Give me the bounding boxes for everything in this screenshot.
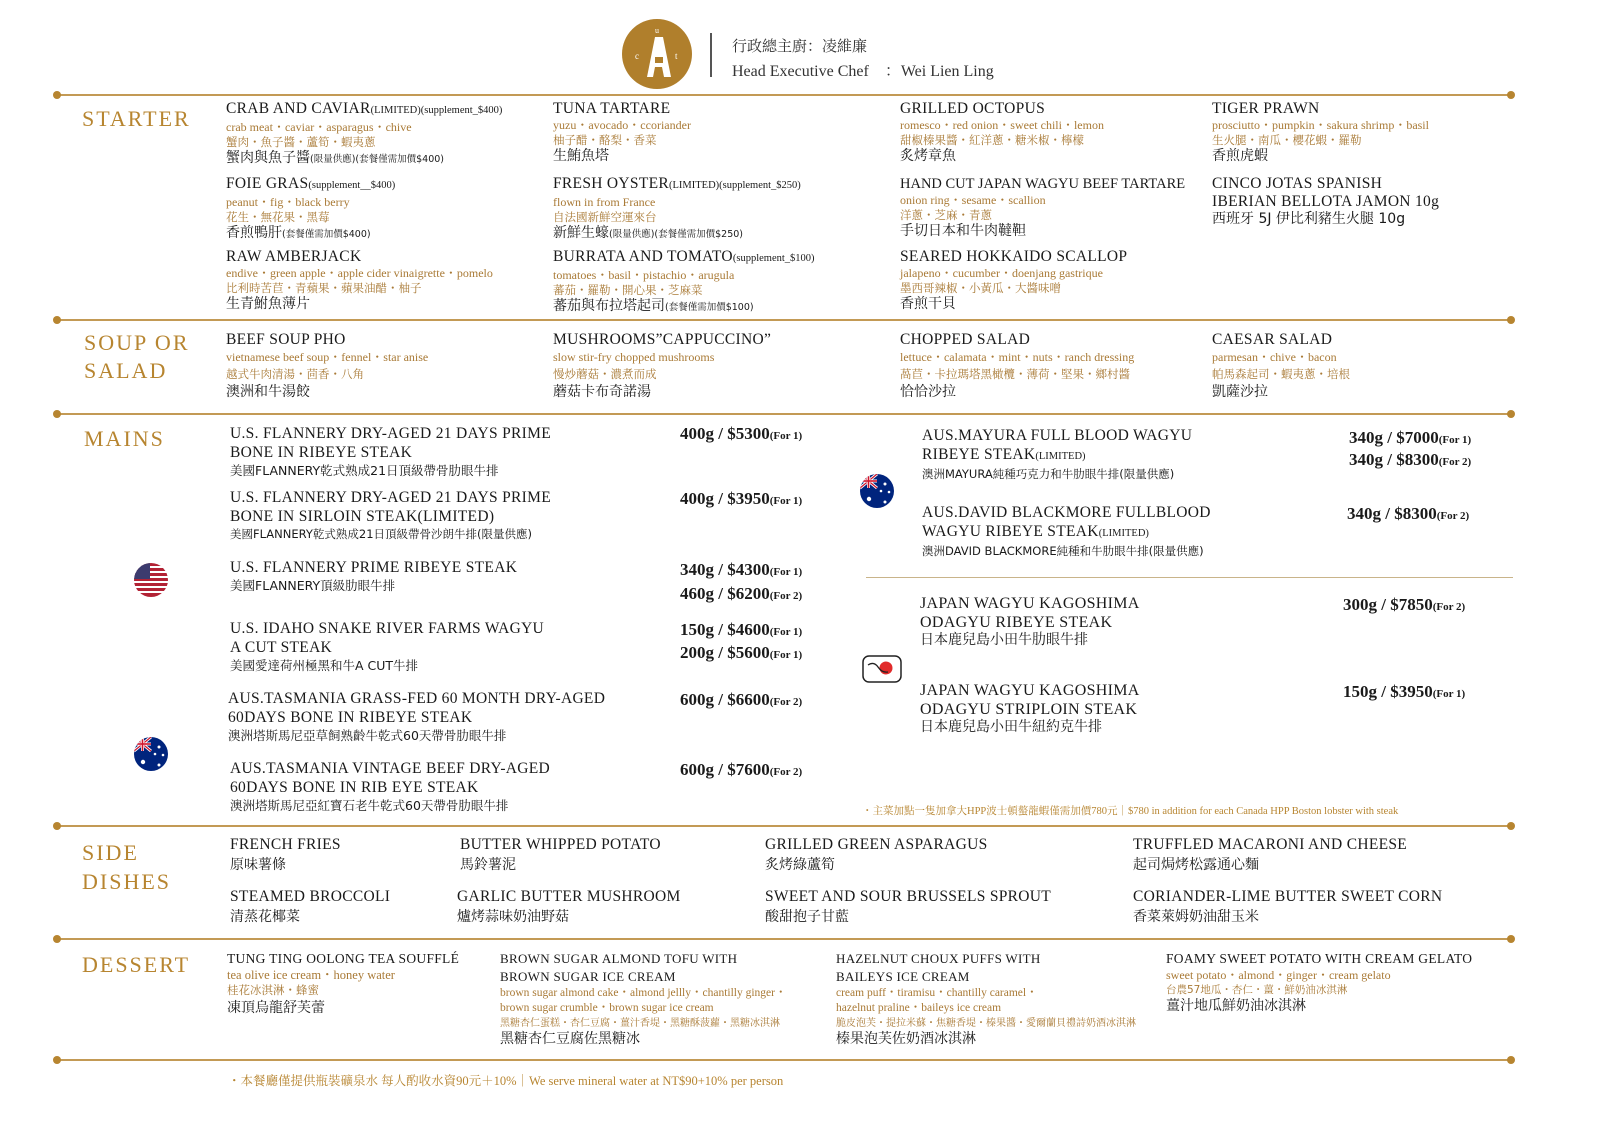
price-value: 300g / $7850 bbox=[1343, 595, 1433, 614]
side-item bbox=[457, 888, 681, 926]
svg-text:u: u bbox=[655, 26, 659, 35]
dish-name-zh: 生青鮒魚薄片 bbox=[226, 296, 310, 312]
australia-flag-icon bbox=[134, 737, 168, 771]
side-item bbox=[460, 836, 661, 874]
soup-item bbox=[900, 331, 1205, 401]
dish-name: GRILLED OCTOPUS bbox=[900, 100, 1046, 117]
side-item bbox=[765, 888, 1051, 926]
ingredients-zh: 蕃茄・羅勒・開心果・芝麻菜 bbox=[553, 283, 703, 297]
divider-5 bbox=[57, 938, 1511, 940]
dish-note: (LIMITED) bbox=[1098, 528, 1149, 539]
starter-item bbox=[226, 100, 546, 168]
side-item bbox=[1133, 836, 1407, 874]
starter-item bbox=[226, 248, 546, 313]
dish-note-zh: (套餐僅需加價$100) bbox=[665, 302, 754, 313]
price-tag bbox=[680, 688, 802, 714]
dish-name-zh: 新鮮生蠔 bbox=[553, 225, 609, 241]
dish-name: BURRATA AND TOMATO bbox=[553, 248, 733, 265]
dish-name-zh: 西班牙 5J 伊比利豬生火腿 10g bbox=[1212, 211, 1406, 227]
dish-note-zh: (限量供應)(套餐僅需加價$250) bbox=[609, 229, 744, 240]
divider-6 bbox=[57, 1059, 1511, 1061]
portion-note: (For 2) bbox=[1436, 510, 1470, 522]
dish-name: RAW AMBERJACK bbox=[226, 248, 362, 265]
dish-name-line2: A CUT STEAK bbox=[230, 639, 333, 656]
dish-name: BUTTER WHIPPED POTATO bbox=[460, 836, 661, 853]
ingredients-zh: 柚子醋・酪梨・香菜 bbox=[553, 133, 657, 147]
ingredients: tomatoes・basil・pistachio・arugula bbox=[553, 268, 735, 282]
ingredients-line2: hazelnut praline・baileys ice cream bbox=[836, 1002, 1002, 1014]
dish-name: FRESH OYSTER bbox=[553, 175, 669, 192]
dish-name: TRUFFLED MACARONI AND CHEESE bbox=[1133, 836, 1408, 853]
main-item bbox=[920, 594, 1340, 649]
portion-note: (For 2) bbox=[769, 766, 803, 778]
main-item bbox=[230, 759, 670, 814]
starter-item bbox=[900, 100, 1200, 165]
ingredients: slow stir-fry chopped mushrooms bbox=[553, 350, 715, 364]
ingredients-zh: 黑糖杏仁蛋糕・杏仁豆腐・薑汁香堤・黑糖酥菠蘿・黑糖冰淇淋 bbox=[500, 1018, 780, 1029]
dish-name-zh: 香菜萊姆奶油甜玉米 bbox=[1133, 909, 1259, 925]
ingredients: endive・green apple・apple cider vinaigrette・pomelo bbox=[226, 266, 493, 280]
dish-name: FOAMY SWEET POTATO WITH CREAM GELATO bbox=[1166, 951, 1473, 966]
ingredients: crab meat・caviar・asparagus・chive bbox=[226, 120, 412, 134]
dish-name: TIGER PRAWN bbox=[1212, 100, 1320, 117]
ingredients: peanut・fig・black berry bbox=[226, 195, 350, 209]
dish-name: AUS.TASMANIA GRASS-FED 60 MONTH DRY-AGED bbox=[228, 690, 606, 707]
dish-name: U.S. FLANNERY DRY-AGED 21 DAYS PRIME bbox=[230, 425, 551, 442]
price-tag bbox=[680, 487, 802, 513]
dish-name-zh: 美國FLANNERY頂級肋眼牛排 bbox=[230, 578, 396, 593]
dish-name: CORIANDER-LIME BUTTER SWEET CORN bbox=[1133, 888, 1443, 905]
dish-name: MUSHROOMS”CAPPUCCINO” bbox=[553, 331, 772, 348]
dish-name: TUNG TING OOLONG TEA SOUFFLÉ bbox=[227, 951, 460, 966]
main-item bbox=[230, 424, 670, 479]
dish-name: AUS.TASMANIA VINTAGE BEEF DRY-AGED bbox=[230, 760, 551, 777]
dish-note-zh: (套餐僅需加價$400) bbox=[282, 229, 371, 240]
dish-name-zh: 生鮪魚塔 bbox=[553, 148, 609, 164]
dish-name: HAZELNUT CHOUX PUFFS WITH bbox=[836, 951, 1041, 966]
australia-flag-icon bbox=[860, 474, 894, 508]
dish-name: BROWN SUGAR ALMOND TOFU WITH bbox=[500, 951, 738, 966]
dish-name-zh: 炙烤綠蘆筍 bbox=[765, 857, 835, 873]
dish-name: U.S. IDAHO SNAKE RIVER FARMS WAGYU bbox=[230, 620, 545, 637]
dish-name: JAPAN WAGYU KAGOSHIMA bbox=[920, 595, 1140, 612]
dish-note: (LIMITED)(supplement_$250) bbox=[669, 180, 801, 191]
dish-name-zh: 原味薯條 bbox=[230, 857, 286, 873]
dessert-item bbox=[836, 950, 1161, 1048]
dish-name-line2: RIBEYE STEAK bbox=[922, 446, 1036, 463]
dish-name-zh: 蟹肉與魚子醬 bbox=[226, 150, 310, 166]
dish-note: (LIMITED)(supplement_$400) bbox=[370, 105, 503, 116]
starter-item bbox=[553, 175, 893, 243]
dish-name-zh: 美國FLANNERY乾式熟成21日頂級帶骨沙朗牛排(限量供應) bbox=[230, 527, 533, 541]
dish-name-zh: 日本鹿兒島小田牛肋眼牛排 bbox=[920, 632, 1088, 648]
ingredients-zh: 越式牛肉清湯・茴香・八角 bbox=[226, 367, 364, 381]
dish-name: AUS.DAVID BLACKMORE FULLBLOOD bbox=[922, 504, 1211, 521]
starter-item bbox=[553, 248, 893, 316]
ingredients-zh: 脆皮泡芙・提拉米蘇・焦糖香堤・榛果醬・愛爾蘭貝禮詩奶酒冰淇淋 bbox=[836, 1018, 1136, 1029]
price-value: 200g / $5600 bbox=[680, 643, 770, 662]
price-value: 400g / $3950 bbox=[680, 489, 770, 508]
portion-note: (For 1) bbox=[769, 495, 803, 507]
price-tag bbox=[680, 422, 802, 448]
dish-name-zh: 恰恰沙拉 bbox=[900, 384, 956, 400]
soup-item bbox=[226, 331, 546, 401]
section-soup-line1: SOUP OR bbox=[84, 330, 190, 355]
price-tag bbox=[680, 582, 802, 608]
price-tag bbox=[1349, 448, 1471, 474]
portion-note: (For 1) bbox=[1438, 434, 1472, 446]
ingredients: brown sugar almond cake・almond jellly・chantilly ginger・ bbox=[500, 987, 787, 999]
ingredients-zh: 萵苣・卡拉瑪塔黑橄欖・薄荷・堅果・鄉村醬 bbox=[900, 367, 1130, 381]
svg-text:c: c bbox=[635, 51, 639, 61]
dish-name-zh: 澳洲MAYURA純種巧克力和牛肋眼牛排(限量供應) bbox=[922, 467, 1175, 481]
side-item bbox=[230, 888, 390, 926]
dish-name: SWEET AND SOUR BRUSSELS SPROUT bbox=[765, 888, 1052, 905]
price-value: 600g / $7600 bbox=[680, 760, 770, 779]
dish-name-zh: 凱薩沙拉 bbox=[1212, 384, 1268, 400]
ingredients: flown in from France bbox=[553, 195, 656, 209]
ingredients: prosciutto・pumpkin・sakura shrimp・basil bbox=[1212, 118, 1429, 132]
dish-note: (supplement__$400) bbox=[308, 180, 396, 191]
portion-note: (For 1) bbox=[769, 649, 803, 661]
dish-name-line2: BAILEYS ICE CREAM bbox=[836, 969, 970, 984]
section-soup-line2: SALAD bbox=[84, 358, 168, 383]
main-item bbox=[228, 689, 673, 744]
dish-name: HAND CUT JAPAN WAGYU BEEF TARTARE bbox=[900, 176, 1186, 192]
ingredients: lettuce・calamata・mint・nuts・ranch dressing bbox=[900, 350, 1135, 364]
soup-item bbox=[553, 331, 873, 401]
ingredients: tea olive ice cream・honey water bbox=[227, 968, 395, 982]
ingredients-zh: 蟹肉・魚子醬・蘆筍・蝦夷蔥 bbox=[226, 135, 376, 149]
dish-name-zh: 澳洲DAVID BLACKMORE純種和牛肋眼牛排(限量供應) bbox=[922, 544, 1204, 558]
logo-a-icon bbox=[622, 19, 692, 89]
side-item bbox=[765, 836, 988, 874]
dish-name-line2: BONE IN RIBEYE STEAK bbox=[230, 444, 413, 461]
dish-name-zh: 蕃茄與布拉塔起司 bbox=[553, 298, 665, 314]
price-value: 150g / $3950 bbox=[1343, 682, 1433, 701]
main-item bbox=[230, 558, 670, 594]
japan-map-icon bbox=[862, 655, 902, 683]
ingredients-zh: 生火腿・南瓜・櫻花蝦・羅勒 bbox=[1212, 133, 1362, 147]
starter-item bbox=[226, 175, 546, 243]
chef-title-zh: 行政總主廚：凌維廉 bbox=[732, 37, 868, 55]
header-divider bbox=[710, 33, 712, 77]
ingredients-zh: 自法國新鮮空運來台 bbox=[553, 210, 657, 224]
dish-name-zh: 酸甜抱子甘藍 bbox=[765, 909, 849, 925]
section-side-line1: SIDE bbox=[82, 840, 139, 865]
soup-item bbox=[1212, 331, 1512, 401]
price-tag bbox=[680, 758, 802, 784]
section-mains: MAINS bbox=[84, 426, 165, 451]
water-charge-note: ・本餐廳僅提供瓶裝礦泉水 每人酌收水資90元＋10%｜We serve mineral water at NT$90+10% per person bbox=[228, 1074, 784, 1088]
dish-name: GRILLED GREEN ASPARAGUS bbox=[765, 836, 988, 853]
portion-note: (For 1) bbox=[769, 626, 803, 638]
dish-name: AUS.MAYURA FULL BLOOD WAGYU bbox=[922, 427, 1193, 444]
dish-name-zh: 美國FLANNERY乾式熟成21日頂級帶骨肋眼牛排 bbox=[230, 463, 499, 478]
portion-note: (For 1) bbox=[769, 566, 803, 578]
dish-name: U.S. FLANNERY DRY-AGED 21 DAYS PRIME bbox=[230, 489, 551, 506]
dish-name-zh: 黑糖杏仁豆腐佐黑糖冰 bbox=[500, 1031, 640, 1047]
ingredients-zh: 甜椒榛果醬・紅洋蔥・糖米椒・檸檬 bbox=[900, 133, 1084, 147]
dish-name-zh: 澳洲塔斯馬尼亞紅寶石老牛乾式60天帶骨肋眼牛排 bbox=[230, 798, 509, 813]
price-tag bbox=[1347, 502, 1469, 528]
dish-name-zh: 凍頂烏龍舒芙蕾 bbox=[227, 1000, 325, 1016]
price-value: 340g / $8300 bbox=[1347, 504, 1437, 523]
portion-note: (For 1) bbox=[1432, 688, 1466, 700]
dish-name-zh: 澳洲塔斯馬尼亞草飼熟齡牛乾式60天帶骨肋眼牛排 bbox=[228, 728, 507, 743]
divider-2 bbox=[57, 319, 1511, 321]
ingredients: cream puff・tiramisu・chantilly caramel・ bbox=[836, 987, 1038, 999]
price-value: 340g / $7000 bbox=[1349, 428, 1439, 447]
dish-name-zh: 香煎鴨肝 bbox=[226, 225, 282, 241]
dish-name: FOIE GRAS bbox=[226, 175, 309, 192]
dish-name: CHOPPED SALAD bbox=[900, 331, 1031, 348]
dish-name-line2: ODAGYU STRIPLOIN STEAK bbox=[920, 701, 1138, 718]
dish-name-zh: 香煎干貝 bbox=[900, 296, 956, 312]
main-item bbox=[230, 619, 670, 674]
ingredients-zh: 帕馬森起司・蝦夷蔥・培根 bbox=[1212, 367, 1350, 381]
main-item bbox=[922, 503, 1342, 560]
price-value: 600g / $6600 bbox=[680, 690, 770, 709]
ingredients: romesco・red onion・sweet chili・lemon bbox=[900, 118, 1104, 132]
dish-name: JAPAN WAGYU KAGOSHIMA bbox=[920, 682, 1140, 699]
dish-name-line2: IBERIAN BELLOTA JAMON 10g bbox=[1212, 193, 1440, 210]
ingredients-zh: 桂花冰淇淋・蜂蜜 bbox=[227, 983, 319, 997]
ingredients: onion ring・sesame・scallion bbox=[900, 193, 1046, 207]
dish-name-zh: 蘑菇卡布奇諾湯 bbox=[553, 384, 651, 400]
ingredients: vietnamese beef soup・fennel・star anise bbox=[226, 350, 429, 364]
price-tag bbox=[680, 558, 802, 584]
dish-name-zh: 清蒸花椰菜 bbox=[230, 909, 300, 925]
divider-1 bbox=[57, 94, 1511, 96]
price-tag bbox=[1343, 680, 1465, 706]
dish-name-zh: 薑汁地瓜鮮奶油冰淇淋 bbox=[1166, 998, 1306, 1014]
dish-name-zh: 馬鈴薯泥 bbox=[460, 857, 516, 873]
starter-item bbox=[900, 175, 1205, 240]
mains-inner-divider bbox=[866, 577, 1513, 578]
section-side-line2: DISHES bbox=[82, 869, 172, 894]
main-item bbox=[230, 488, 670, 543]
dish-name-zh: 起司焗烤松露通心麵 bbox=[1133, 857, 1259, 873]
dessert-item bbox=[1166, 950, 1516, 1015]
price-value: 400g / $5300 bbox=[680, 424, 770, 443]
dish-name: TUNA TARTARE bbox=[553, 100, 671, 117]
ingredients: parmesan・chive・bacon bbox=[1212, 350, 1337, 364]
dish-note-zh: (限量供應)(套餐僅需加價$400) bbox=[310, 154, 445, 165]
starter-item bbox=[1212, 100, 1512, 165]
dish-name: STEAMED BROCCOLI bbox=[230, 888, 391, 905]
price-value: 460g / $6200 bbox=[680, 584, 770, 603]
main-item bbox=[922, 426, 1342, 483]
price-value: 150g / $4600 bbox=[680, 620, 770, 639]
price-value: 340g / $4300 bbox=[680, 560, 770, 579]
portion-note: (For 2) bbox=[1438, 456, 1472, 468]
dish-name: SEARED HOKKAIDO SCALLOP bbox=[900, 248, 1128, 265]
us-flag-icon bbox=[134, 563, 168, 597]
starter-item bbox=[553, 100, 873, 165]
divider-3 bbox=[57, 413, 1511, 415]
starter-item bbox=[900, 248, 1200, 313]
ingredients-line2: brown sugar crumble・brown sugar ice cream bbox=[500, 1002, 714, 1014]
dish-name: CAESAR SALAD bbox=[1212, 331, 1333, 348]
dish-name: CINCO JOTAS SPANISH bbox=[1212, 175, 1383, 192]
main-item bbox=[920, 681, 1340, 736]
ingredients-zh: 花生・無花果・黑莓 bbox=[226, 210, 330, 224]
dish-name-zh: 澳洲和牛湯餃 bbox=[226, 384, 310, 400]
ingredients: sweet potato・almond・ginger・cream gelato bbox=[1166, 968, 1391, 982]
portion-note: (For 1) bbox=[769, 430, 803, 442]
dish-name: BEEF SOUP PHO bbox=[226, 331, 346, 348]
dish-note: (supplement_$100) bbox=[732, 253, 815, 264]
dish-name-zh: 榛果泡芙佐奶酒冰淇淋 bbox=[836, 1031, 976, 1047]
dish-name-zh: 炙烤章魚 bbox=[900, 148, 956, 164]
dish-name-line2: 60DAYS BONE IN RIB EYE STEAK bbox=[230, 779, 479, 796]
restaurant-logo bbox=[622, 19, 692, 89]
ingredients-zh: 台農57地瓜・杏仁・薑・鮮奶油冰淇淋 bbox=[1166, 984, 1348, 996]
price-tag bbox=[680, 641, 802, 667]
price-tag bbox=[1343, 593, 1465, 619]
side-item bbox=[1133, 888, 1442, 926]
ingredients: jalapeno・cucumber・doenjang gastrique bbox=[900, 266, 1103, 280]
ingredients: yuzu・avocado・ccoriander bbox=[553, 118, 691, 132]
dish-name-zh: 美國愛達荷州極黑和牛A CUT牛排 bbox=[230, 658, 419, 673]
dish-note: (LIMITED) bbox=[1035, 451, 1086, 462]
dish-name: FRENCH FRIES bbox=[230, 836, 341, 853]
ingredients-zh: 洋蔥・芝麻・青蔥 bbox=[900, 208, 992, 222]
portion-note: (For 2) bbox=[769, 696, 803, 708]
dish-name-line2: ODAGYU RIBEYE STEAK bbox=[920, 614, 1113, 631]
side-item bbox=[230, 836, 341, 874]
lobster-note: ・主菜加點一隻加拿大HPP波士頓螯龍蝦僅需加價780元｜$780 in addition for each Canada HPP Boston lobster with steak bbox=[862, 806, 1399, 817]
dish-name-zh: 日本鹿兒島小田牛紐約克牛排 bbox=[920, 719, 1102, 735]
dessert-item bbox=[227, 950, 492, 1017]
price-value: 340g / $8300 bbox=[1349, 450, 1439, 469]
chef-title-en: Head Executive Chef ：Wei Lien Ling bbox=[732, 63, 994, 80]
dish-name-line2: WAGYU RIBEYE STEAK bbox=[922, 523, 1099, 540]
dish-name: CRAB AND CAVIAR bbox=[226, 100, 371, 117]
portion-note: (For 2) bbox=[1432, 601, 1466, 613]
dish-name-zh: 手切日本和牛肉韃靼 bbox=[900, 223, 1026, 239]
dish-name: U.S. FLANNERY PRIME RIBEYE STEAK bbox=[230, 559, 518, 576]
starter-item bbox=[1212, 175, 1512, 228]
section-starter: STARTER bbox=[82, 106, 191, 131]
dish-name-line2: BONE IN SIRLOIN STEAK(LIMITED) bbox=[230, 508, 495, 525]
dessert-item bbox=[500, 950, 830, 1048]
divider-4 bbox=[57, 825, 1511, 827]
ingredients-zh: 慢炒蘑菇・濃煮而成 bbox=[553, 367, 657, 381]
portion-note: (For 2) bbox=[769, 590, 803, 602]
dish-name-line2: BROWN SUGAR ICE CREAM bbox=[500, 969, 676, 984]
ingredients-zh: 比利時苦苣・青蘋果・蘋果油醋・柚子 bbox=[226, 281, 422, 295]
section-dessert: DESSERT bbox=[82, 952, 191, 977]
dish-name: GARLIC BUTTER MUSHROOM bbox=[457, 888, 681, 905]
dish-name-zh: 香煎虎蝦 bbox=[1212, 148, 1268, 164]
svg-text:t: t bbox=[675, 51, 678, 61]
ingredients-zh: 墨西哥辣椒・小黃瓜・大醬味噌 bbox=[900, 281, 1061, 295]
dish-name-line2: 60DAYS BONE IN RIBEYE STEAK bbox=[228, 709, 473, 726]
dish-name-zh: 爐烤蒜味奶油野菇 bbox=[457, 909, 569, 925]
